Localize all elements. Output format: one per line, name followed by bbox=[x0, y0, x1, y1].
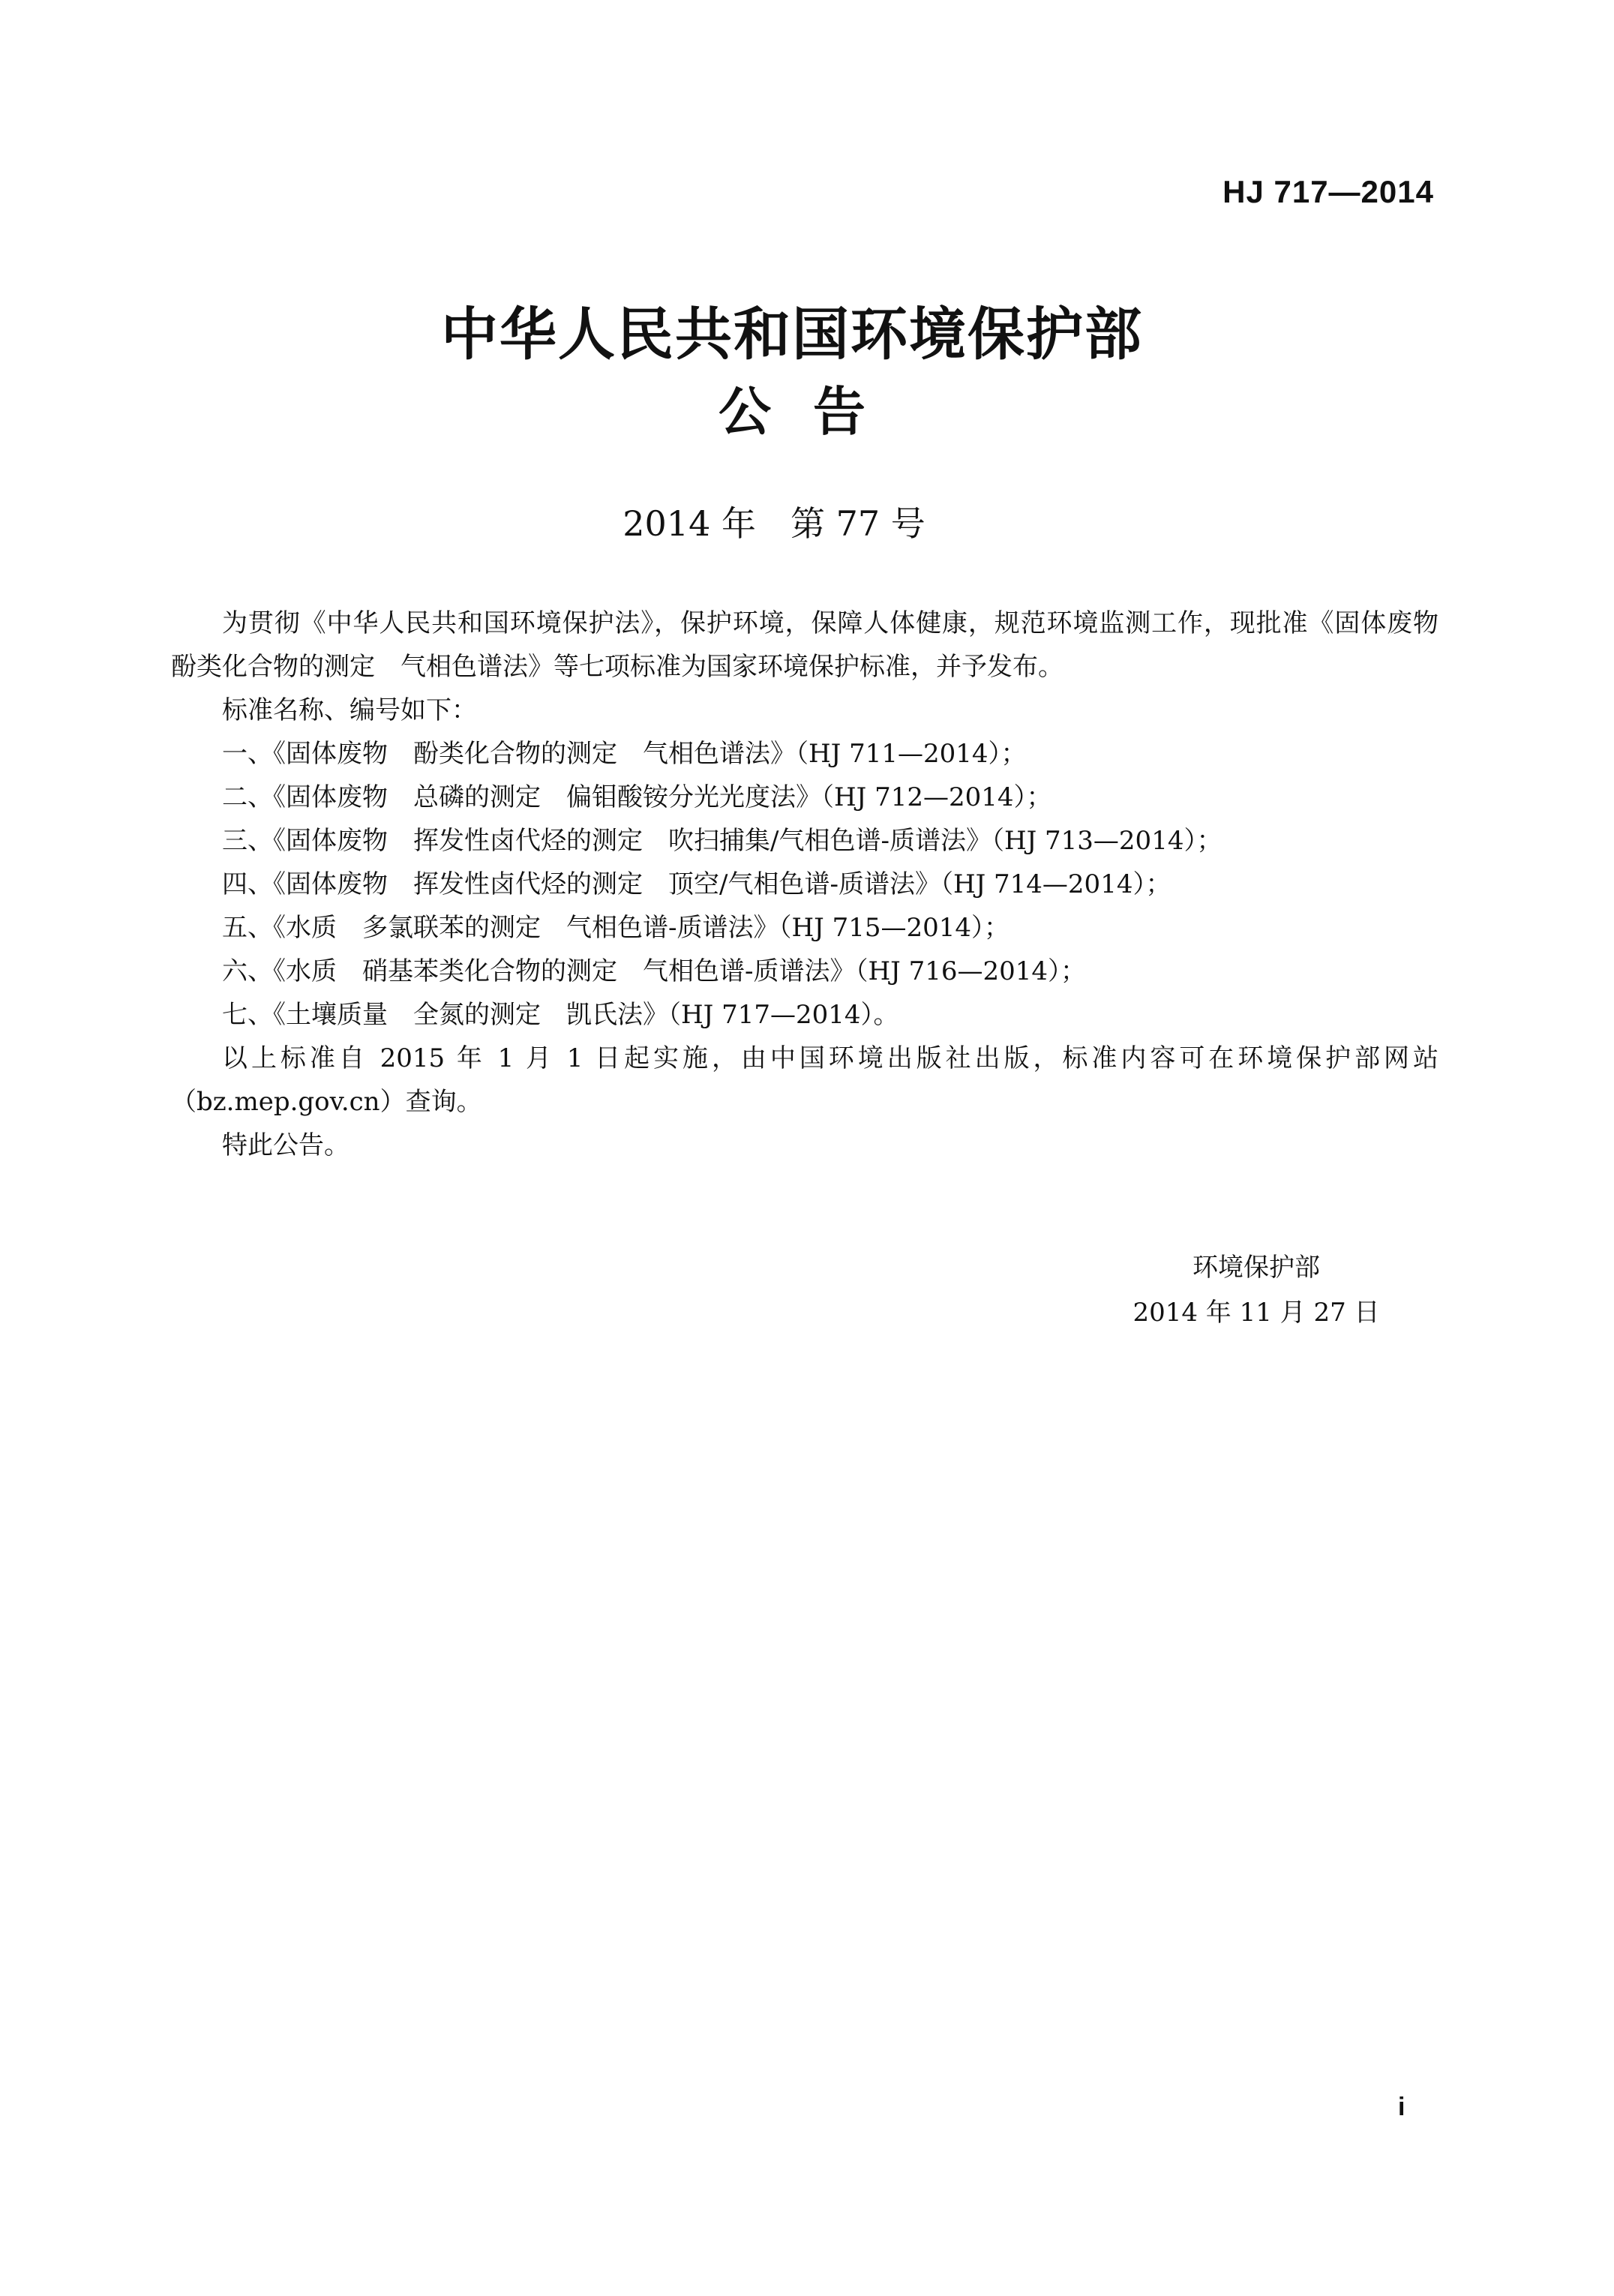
standard-item: 一、《固体废物 酚类化合物的测定 气相色谱法》（HJ 711—2014）； bbox=[222, 739, 1027, 769]
standard-item: 四、《固体废物 挥发性卤代烃的测定 顶空/气相色谱-质谱法》（HJ 714—2014）； bbox=[222, 869, 1172, 899]
implementation-paragraph: 以上标准自 2015 年 1 月 1 日起实施，由中国环境出版社出版，标准内容可在环境保护部网站（bz.mep.gov.cn）查询。 bbox=[171, 1043, 1438, 1117]
notice-title: 公告 bbox=[718, 381, 908, 443]
closing-line: 特此公告。 bbox=[222, 1130, 350, 1160]
standard-item: 二、《固体废物 总磷的测定 偏钼酸铵分光光度法》（HJ 712—2014）； bbox=[222, 782, 1052, 812]
page-number: i bbox=[1398, 2093, 1406, 2121]
title-block bbox=[0, 299, 1614, 453]
list-heading: 标准名称、编号如下： bbox=[222, 695, 477, 725]
notice-body bbox=[171, 602, 1464, 1167]
standard-item: 七、《土壤质量 全氮的测定 凯氏法》（HJ 717—2014）。 bbox=[222, 1000, 899, 1030]
standard-item: 六、《水质 硝基苯类化合物的测定 气相色谱-质谱法》（HJ 716—2014）； bbox=[222, 956, 1086, 986]
standard-item: 三、《固体废物 挥发性卤代烃的测定 吹扫捕集/气相色谱-质谱法》（HJ 713—2014）； bbox=[222, 826, 1222, 856]
intro-paragraph: 为贯彻《中华人民共和国环境保护法》，保护环境，保障人体健康，规范环境监测工作，现批准《固体废物 酚类化合物的测定 气相色谱法》等七项标准为国家环境保护标准，并予发布。 bbox=[171, 608, 1464, 682]
standard-item: 五、《水质 多氯联苯的测定 气相色谱-质谱法》（HJ 715—2014）； bbox=[222, 913, 1010, 943]
signature-block bbox=[1132, 1245, 1380, 1335]
document-code: HJ 717—2014 bbox=[1222, 174, 1434, 209]
notice-number: 2014 年 第 77 号 bbox=[622, 503, 926, 544]
issuer-name: 环境保护部 bbox=[1192, 1253, 1320, 1283]
issuing-authority-title: 中华人民共和国环境保护部 bbox=[441, 301, 1143, 368]
issue-date: 2014 年 11 月 27 日 bbox=[1132, 1298, 1380, 1328]
